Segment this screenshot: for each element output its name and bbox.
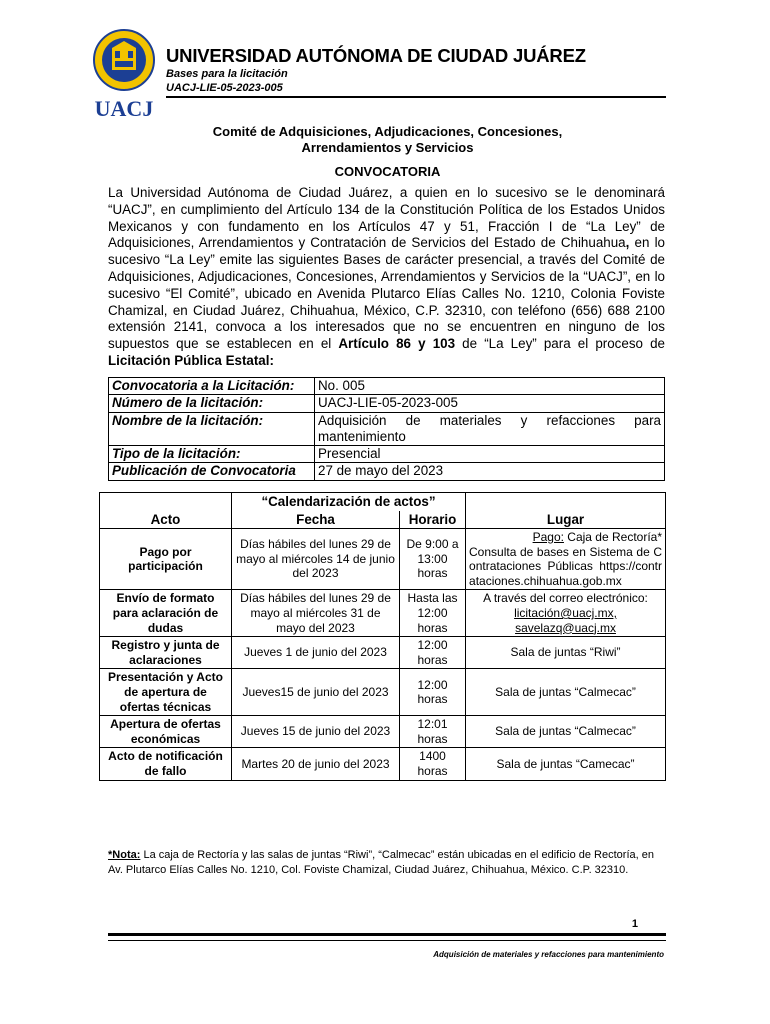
header-subtitle: Bases para la licitación	[166, 68, 288, 80]
tender-info-table	[108, 377, 665, 481]
footer-text: Adquisición de materiales y refacciones para mantenimiento	[433, 950, 664, 959]
info-row	[109, 446, 665, 463]
calendar-title-row	[100, 493, 666, 511]
calendar-row	[100, 590, 666, 637]
info-row	[109, 463, 665, 480]
info-label: Tipo de la licitación:	[109, 446, 315, 463]
email-link-licitacion[interactable]: licitación@uacj.mx,	[514, 605, 617, 620]
header-code: UACJ-LIE-05-2023-005	[166, 82, 283, 94]
pago-label: Pago:	[532, 530, 564, 544]
uacj-seal-logo	[90, 28, 158, 124]
info-row	[109, 412, 665, 446]
info-value: No. 005	[315, 378, 665, 395]
info-label: Convocatoria a la Licitación:	[109, 378, 315, 395]
note-paragraph	[108, 848, 668, 878]
calendar-header-blank	[100, 493, 232, 511]
calendar-row	[100, 748, 666, 780]
consulta-bases: Consulta de bases en Sistema de Contrataciones Públicas https://contrataciones.chihuahua.gob.mx	[469, 544, 663, 588]
info-row	[109, 378, 665, 395]
lugar-cell: Sala de juntas “Camecac”	[466, 748, 666, 780]
fecha-cell: Jueves 15 de junio del 2023	[232, 716, 400, 748]
acto-cell: Pago por participación	[100, 529, 232, 590]
convocatoria-heading: CONVOCATORIA	[334, 164, 441, 179]
pago-place: Caja de Rectoría*	[563, 530, 663, 544]
acto-cell: Envío de formato para aclaración de dudas	[100, 590, 232, 637]
acto-cell: Presentación y Acto de apertura de ofertas técnicas	[100, 669, 232, 716]
col-header-fecha: Fecha	[232, 511, 400, 529]
fecha-cell: Jueves15 de junio del 2023	[232, 669, 400, 716]
horario-cell: Hasta las 12:00 horas	[400, 590, 466, 637]
horario-cell: 1400 horas	[400, 748, 466, 780]
info-value: Adquisición de materiales y refacciones para mantenimiento	[315, 412, 665, 446]
articles-bold: Artículo 86 y 103	[338, 336, 456, 352]
comma-bold: ,	[625, 235, 630, 251]
calendar-header-row	[100, 511, 666, 529]
col-header-horario: Horario	[400, 511, 466, 529]
fecha-cell: Martes 20 de junio del 2023	[232, 748, 400, 780]
calendar-row	[100, 637, 666, 669]
col-header-acto: Acto	[100, 511, 232, 529]
info-label: Publicación de Convocatoria	[109, 463, 315, 480]
calendar-row	[100, 529, 666, 590]
footer-rule	[108, 933, 666, 941]
info-value: 27 de mayo del 2023	[315, 463, 665, 480]
col-header-lugar: Lugar	[466, 511, 666, 529]
note-text: La caja de Rectoría y las salas de juntas “Riwi”, “Calmecac” están ubicadas en el edificio de Rectoría, en Av. Plutarco Elías Calles No. 1210, Col. Foviste Chamizal, Ciudad Juárez, Chihuahua, México. C.P. 32310.	[108, 849, 654, 876]
process-bold: Licitación Pública Estatal:	[108, 352, 274, 368]
horario-cell: De 9:00 a 13:00 horas	[400, 529, 466, 590]
info-label: Número de la licitación:	[109, 395, 315, 412]
email-link-savelazq[interactable]: savelazq@uacj.mx	[515, 620, 616, 635]
calendar-table	[99, 492, 666, 781]
acto-cell: Registro y junta de aclaraciones	[100, 637, 232, 669]
intro-paragraph: La Universidad Autónoma de Ciudad Juárez, a quien en lo sucesivo se le denominará “UACJ”, en cumplimiento del Artículo 134 de la Constitución Política de los Estados Unidos Mexicanos y con fundamento en los Artículos 47 y 51, Fracción I de “La Ley” de Adquisiciones, Arrendamientos y Contratación de Servicios del Estado de Chihuahua, en lo sucesivo “La Ley” emite las siguientes Bases de carácter presencial, a través del Comité de Adquisiciones, Adjudicaciones, Concesiones, Arrendamientos y Servicios de la “UACJ”, en lo sucesivo “El Comité”, ubicado en Avenida Plutarco Elías Calles No. 1210, Colonia Foviste Chamizal, en Ciudad Juárez, Chihuahua, México, C.P. 32310, con teléfono (656) 688 2100 extensión 2141, convoca a los interesados que no se encuentren en ninguno de los supuestos que se establecen en el Artículo 86 y 103 de “La Ley” para el proceso de Licitación Pública Estatal:	[108, 185, 665, 368]
fecha-cell: Días hábiles del lunes 29 de mayo al miércoles 31 de mayo del 2023	[232, 590, 400, 637]
svg-text:UACJ: UACJ	[94, 96, 154, 121]
fecha-cell: Días hábiles del lunes 29 de mayo al miércoles 14 de junio del 2023	[232, 529, 400, 590]
calendar-title: “Calendarización de actos”	[232, 493, 466, 511]
email-instruction: A través del correo electrónico:	[483, 591, 648, 606]
header-rule	[166, 96, 666, 98]
committee-line-1: Comité de Adquisiciones, Adjudicaciones, Concesiones,	[212, 124, 563, 139]
lugar-cell: Sala de juntas “Riwi”	[466, 637, 666, 669]
fecha-cell: Jueves 1 de junio del 2023	[232, 637, 400, 669]
horario-cell: 12:00 horas	[400, 669, 466, 716]
lugar-cell: Sala de juntas “Calmecac”	[466, 669, 666, 716]
lugar-cell	[466, 590, 666, 637]
lugar-cell: Sala de juntas “Calmecac”	[466, 716, 666, 748]
committee-line-2: Arrendamientos y Servicios	[301, 140, 474, 155]
info-value: UACJ-LIE-05-2023-005	[315, 395, 665, 412]
acto-cell: Acto de notificación de fallo	[100, 748, 232, 780]
horario-cell: 12:01 horas	[400, 716, 466, 748]
page-number: 1	[631, 918, 638, 930]
horario-cell: 12:00 horas	[400, 637, 466, 669]
note-label: *Nota:	[108, 849, 141, 861]
acto-cell: Apertura de ofertas económicas	[100, 716, 232, 748]
university-title: UNIVERSIDAD AUTÓNOMA DE CIUDAD JUÁREZ	[166, 45, 586, 66]
info-value: Presencial	[315, 446, 665, 463]
calendar-header-blank	[466, 493, 666, 511]
calendar-row	[100, 716, 666, 748]
info-label: Nombre de la licitación:	[109, 412, 315, 446]
info-row	[109, 395, 665, 412]
calendar-row	[100, 669, 666, 716]
lugar-cell	[466, 529, 666, 590]
